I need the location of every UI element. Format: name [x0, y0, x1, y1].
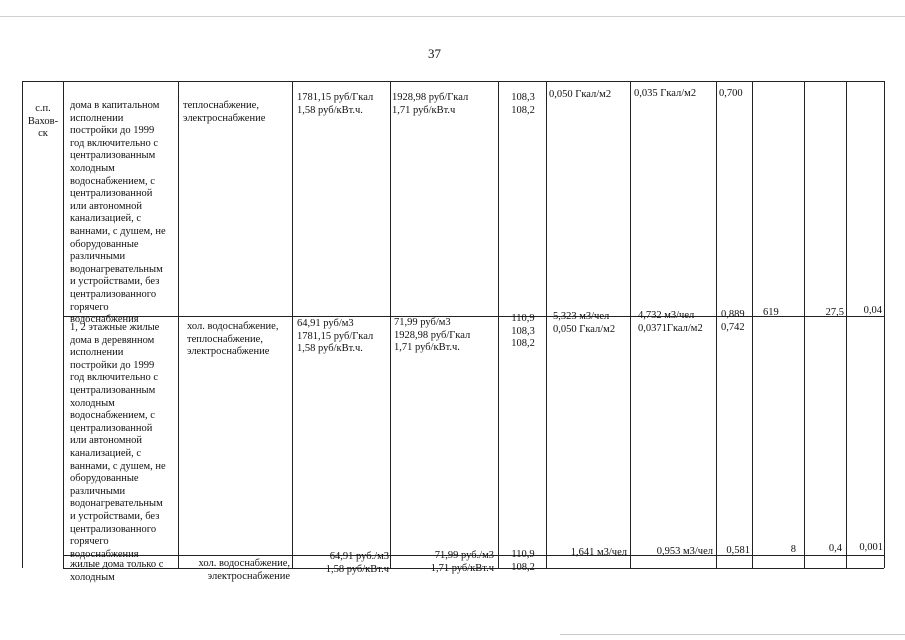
row2-col10: 27,5 [825, 307, 844, 318]
row3-col11: 0,001 [859, 542, 883, 553]
table-top-border [22, 81, 884, 82]
row1-norm1: 0,050 Гкал/м2 [549, 89, 612, 100]
row2-coef: 0,889 0,742 [721, 309, 745, 333]
row2-norm2: 4,732 м3/чел 0,0371Гкал/м2 [638, 310, 703, 334]
row3-tariff-new: 71,99 руб./м3 1,71 руб/кВт.ч [430, 550, 494, 574]
row3-housing: жилые дома только с холодным [70, 559, 164, 583]
scan-edge-bottom [560, 634, 905, 635]
row2-col9: 619 [763, 307, 779, 318]
row2-col11: 0,04 [863, 305, 882, 316]
col-border-11 [846, 81, 847, 568]
col-border-8 [716, 81, 717, 568]
row1-tariff-old: 1781,15 руб/Гкал 1,58 руб/кВт.ч. [297, 92, 374, 116]
row3-norm1: 1,641 м3/чел [570, 547, 627, 558]
row3-coef: 0,581 [726, 545, 750, 556]
col-border-12 [884, 81, 885, 568]
col-border-1 [63, 81, 64, 568]
row1-tariff-new: 1928,98 руб/Гкал 1,71 руб/кВт.ч [392, 92, 469, 116]
col-border-7 [630, 81, 631, 568]
col-border-2 [178, 81, 179, 568]
col-border-6 [546, 81, 547, 568]
page-number: 37 [428, 46, 441, 61]
row2-services: хол. водоснабжение, теплоснабжение, электроснабжение [187, 321, 279, 358]
row2-norm1: 5,323 м3/чел 0,050 Гкал/м2 [553, 311, 616, 335]
row2-housing: 1, 2 этажные жилые дома в деревянном исполнении постройки до 1999 год включительно с централизованным холодным водоснабжением, с централизованной или автономной канализацией, с ваннами, с душем, не оборудованные различными водонагревательным и устройствами, без централизованного горячего водоснабжения [70, 322, 166, 560]
col-border-9 [752, 81, 753, 568]
scan-edge-top [0, 16, 905, 17]
row3-col10: 0,4 [828, 543, 842, 554]
row1-coef: 0,700 [719, 88, 743, 99]
settlement-cell: с.п. Вахов- ск [27, 103, 59, 140]
row1-housing: дома в капитальном исполнении постройки до 1999 год включительно с централизованным холодным водоснабжением, с централизованной или автономной канализацией, с ваннами, с душем, не оборудованные различными водонагревательным и устройствами, без централизованного горячего водоснабжения [70, 100, 166, 326]
col-border-10 [804, 81, 805, 568]
row2-index: 110,9 108,3 108,2 [511, 313, 535, 350]
row1-index: 108,3 108,2 [511, 92, 535, 116]
col-border-4 [390, 81, 391, 568]
row3-services: хол. водоснабжение, электроснабжение [198, 558, 290, 582]
row1-services: теплоснабжение, электроснабжение [183, 100, 266, 124]
row2-tariff-new: 71,99 руб/м3 1928,98 руб/Гкал 1,71 руб/кВт.ч. [394, 317, 471, 354]
row2-tariff-old: 64,91 руб/м3 1781,15 руб/Гкал 1,58 руб/кВт.ч. [297, 318, 374, 355]
row3-index: 110,9 108,2 [511, 549, 535, 573]
row3-norm2: 0,953 м3/чел [656, 546, 713, 557]
row3-col9: 8 [790, 544, 796, 555]
row1-norm2: 0,035 Гкал/м2 [634, 88, 697, 99]
col-border-3 [292, 81, 293, 568]
col-border-0 [22, 81, 23, 568]
col-border-5 [498, 81, 499, 568]
row3-tariff-old: 64,91 руб./м3 1,58 руб/кВт.ч [325, 551, 389, 575]
